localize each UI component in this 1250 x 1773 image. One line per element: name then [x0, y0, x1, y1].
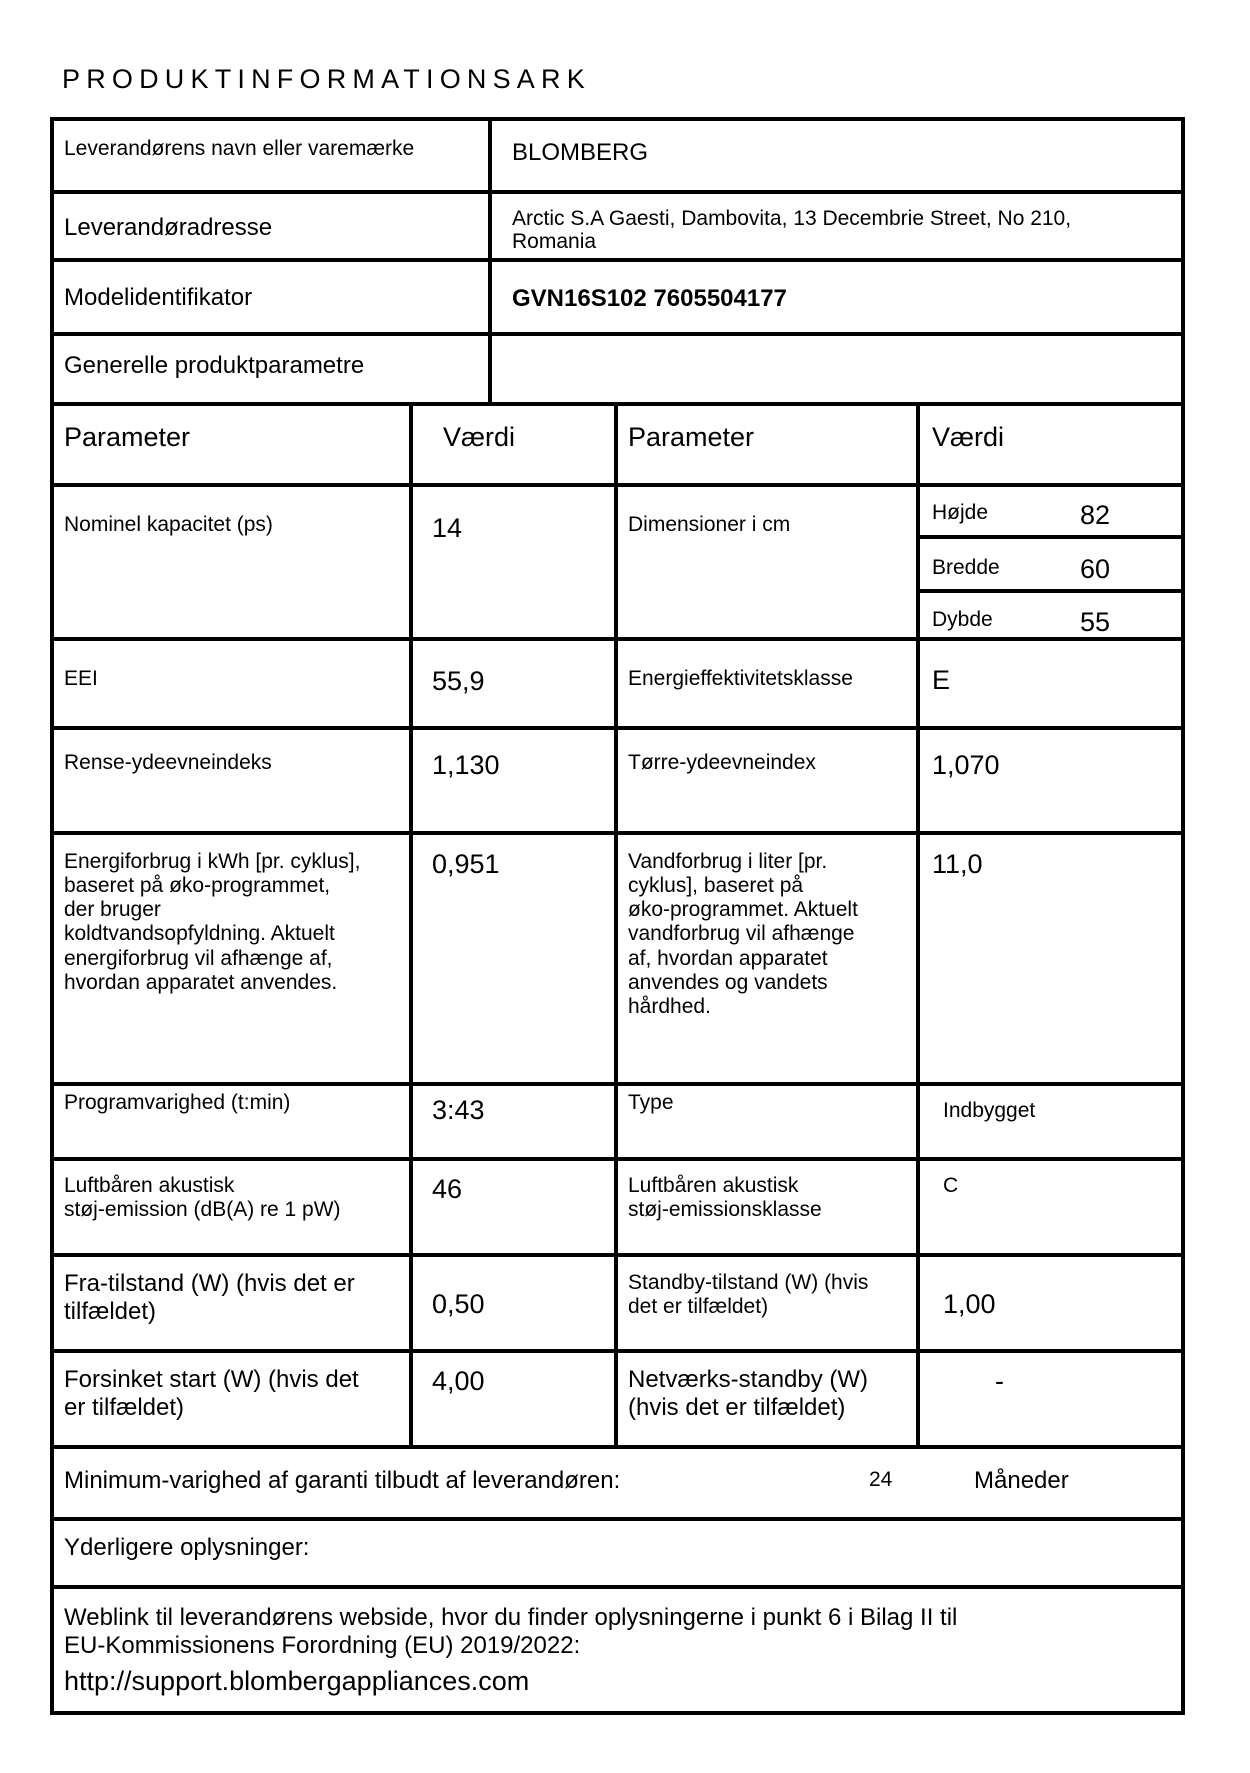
divider [916, 406, 920, 1449]
delay-start-value: 4,00 [432, 1366, 485, 1396]
energy-consumption-value: 0,951 [432, 849, 500, 879]
energy-class-label: Energieffektivitetsklasse [628, 667, 853, 690]
water-consumption-value: 11,0 [932, 849, 983, 879]
supplier-name-label: Leverandørens navn eller varemærke [64, 137, 415, 160]
cleaning-index-label: Rense-ydeevneindeks [64, 751, 272, 774]
width-value: 60 [1080, 554, 1111, 584]
eei-value: 55,9 [432, 666, 485, 696]
general-parameters-label: Generelle produktparametre [64, 352, 365, 379]
type-label: Type [628, 1091, 674, 1114]
divider [54, 190, 1181, 194]
eei-label: EEI [64, 667, 98, 690]
noise-emission-value: 46 [432, 1174, 463, 1204]
weblink-url[interactable]: http://support.blombergappliances.com [64, 1666, 530, 1696]
type-value: Indbygget [943, 1099, 1036, 1122]
product-information-table [50, 117, 1185, 1715]
depth-value: 55 [1080, 607, 1111, 637]
delay-start-label: Forsinket start (W) (hvis det er tilfældet) [64, 1366, 359, 1421]
off-mode-value: 0,50 [432, 1289, 485, 1319]
noise-emission-label: Luftbåren akustisk støj-emission (dB(A) re 1 pW) [64, 1174, 341, 1222]
divider [54, 1585, 1181, 1589]
capacity-label: Nominel kapacitet (ps) [64, 513, 273, 536]
drying-index-label: Tørre-ydeevneindex [628, 751, 816, 774]
column-header-value: Værdi [932, 422, 1005, 452]
divider [54, 258, 1181, 262]
divider [409, 406, 413, 1449]
height-label: Højde [932, 501, 989, 524]
supplier-address-label: Leverandøradresse [64, 214, 273, 241]
column-header-value: Værdi [443, 422, 516, 452]
weblink-text: Weblink til leverandørens webside, hvor du finder oplysningerne i punkt 6 i Bilag II til EU-Kommissionens Forordning (EU) 2019/2022: [64, 1604, 958, 1659]
divider [54, 1517, 1181, 1521]
model-identifier-label: Modelidentifikator [64, 284, 253, 311]
network-standby-value: - [995, 1366, 1004, 1396]
dimensions-label: Dimensioner i cm [628, 513, 791, 536]
energy-class-value: E [932, 665, 951, 695]
divider [54, 332, 1181, 336]
drying-index-value: 1,070 [932, 750, 1000, 780]
off-mode-label: Fra-tilstand (W) (hvis det er tilfældet) [64, 1270, 355, 1325]
cleaning-index-value: 1,130 [432, 750, 500, 780]
divider [920, 535, 1181, 539]
height-value: 82 [1080, 500, 1111, 530]
energy-consumption-label: Energiforbrug i kWh [pr. cyklus], baseret på øko-programmet, der bruger koldtvandsopfyldning. Aktuelt energiforbrug vil afhænge af, hvordan apparatet anvendes. [64, 850, 361, 994]
supplier-address-value: Arctic S.A Gaesti, Dambovita, 13 Decembrie Street, No 210, Romania [512, 207, 1072, 254]
warranty-value: 24 [869, 1468, 893, 1491]
standby-label: Standby-tilstand (W) (hvis det er tilfældet) [628, 1271, 869, 1319]
column-header-parameter: Parameter [64, 422, 191, 452]
water-consumption-label: Vandforbrug i liter [pr. cyklus], baseret på øko-programmet. Aktuelt vandforbrug vil afhænge af, hvordan apparatet anvendes og vandets hårdhed. [628, 850, 858, 1018]
divider [920, 589, 1181, 593]
depth-label: Dybde [932, 608, 993, 631]
divider [614, 406, 618, 1449]
capacity-value: 14 [432, 513, 463, 543]
warranty-unit: Måneder [974, 1467, 1069, 1494]
standby-value: 1,00 [943, 1289, 996, 1319]
network-standby-label: Netværks-standby (W) (hvis det er tilfældet) [628, 1366, 869, 1421]
warranty-label: Minimum-varighed af garanti tilbudt af leverandøren: [64, 1467, 621, 1494]
width-label: Bredde [932, 556, 1000, 579]
column-header-parameter: Parameter [628, 422, 755, 452]
program-duration-label: Programvarighed (t:min) [64, 1091, 291, 1114]
model-identifier-value: GVN16S102 7605504177 [512, 285, 787, 312]
page-title: PRODUKTINFORMATIONSARK [62, 64, 591, 94]
supplier-name-value: BLOMBERG [512, 139, 649, 166]
program-duration-value: 3:43 [432, 1095, 485, 1125]
additional-info-label: Yderligere oplysninger: [64, 1534, 310, 1561]
divider [488, 121, 492, 406]
noise-class-label: Luftbåren akustisk støj-emissionsklasse [628, 1174, 822, 1222]
noise-class-value: C [943, 1174, 959, 1197]
